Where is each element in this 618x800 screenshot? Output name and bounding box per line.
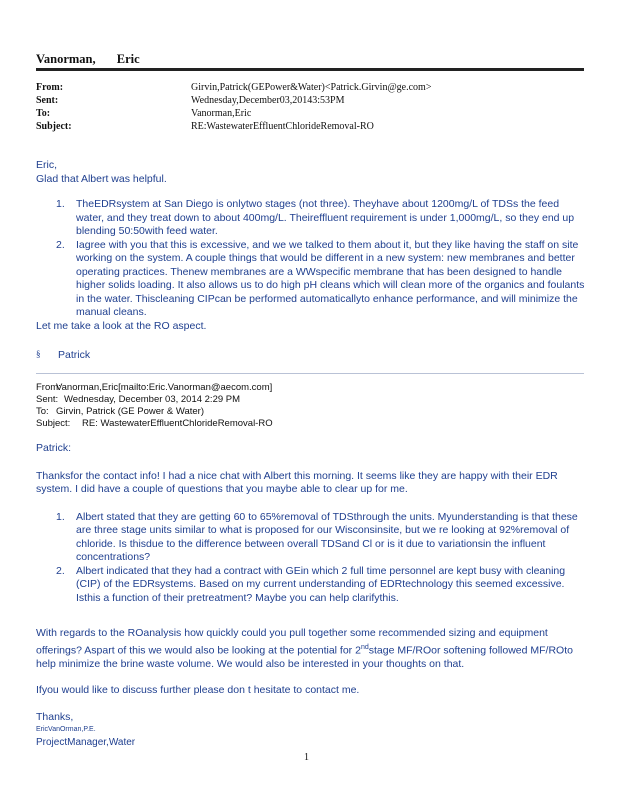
forward-subject-label: Subject: <box>36 418 71 429</box>
reply-list-number: 1. <box>56 198 65 210</box>
forward-paragraph-1: Thanksfor the contact info! I had a nice chat with Albert this morning. It seems like they are happy with their EDR system. I did have a couple of questions that you maybe able to clear up for me. <box>36 469 558 495</box>
forward-list-number: 2. <box>56 564 65 577</box>
forward-paragraph-3: Ifyou would like to discuss further please don t hesitate to contact me. <box>36 684 360 696</box>
sender-signature-name: EricVanOrman,P.E. <box>36 726 96 733</box>
email-subject-value: RE:WastewaterEffluentChlorideRemoval-RO <box>191 121 374 132</box>
email-to-label: To: <box>36 108 51 119</box>
reply-body <box>36 159 588 333</box>
forward-subject-value: RE: WastewaterEffluentChlorideRemoval-RO <box>82 418 273 429</box>
email-sent-value: Wednesday,December03,20143:53PM <box>191 95 345 106</box>
recipient-last-name: Vanorman, <box>36 52 96 66</box>
forward-paragraph-2-end: stage MF/ROor softening followed MF/ROto help minimize the brine waste volume. We would also be interested in your thoughts on that. <box>36 644 573 670</box>
forward-list-text: Albert stated that they are getting 60 to 65%removal of TDSthrough the units. Myunderstanding is that these are three stage units similar to what is proposed for our Wisconsinsite, but we re looking at 92%removal of chloride. Is thisdue to the difference between overall TDSand Cl or is it due to variationsin the influent concentrations? <box>76 510 578 563</box>
reply-list-text: TheEDRsystem at San Diego is onlytwo stages (not three). Theyhave about 1200mg/L of TDSs the feed water, and they treat down to about 400mg/L. Theireffluent requirement is under 1,000mg/L, so they end up blending 50:50with feed water. <box>76 198 575 237</box>
reply-list-item <box>36 239 588 320</box>
forward-paragraph-2-superscript: nd <box>360 643 369 651</box>
forward-paragraph-2 <box>36 627 588 671</box>
reply-signature: Patrick <box>58 349 91 361</box>
email-from-label: From: <box>36 82 64 93</box>
forward-list <box>36 511 588 606</box>
forward-to-value: Girvin, Patrick (GE Power & Water) <box>56 406 204 417</box>
page-number: 1 <box>304 752 309 763</box>
reply-list-item <box>36 198 588 239</box>
reply-list-number: 2. <box>56 238 65 251</box>
forward-list-number: 1. <box>56 510 65 523</box>
recipient-first-name: Eric <box>116 52 140 66</box>
forward-list-item <box>36 511 588 565</box>
reply-opening: Glad that Albert was helpful. <box>36 172 167 185</box>
reply-list-text: Iagree with you that this is excessive, and we we talked to them about it, but they like having the staff on site working on the system. A couple things that would be different in a new system: new membranes and better operating practices. Thenew membranes are a WWspecific membrane that has been designed to handle higher solids loading. It also allows us to do high pH cleans which will clean more of the organics and foulants in the water. Thiscleaning CIPcan be performed automaticallyto enhance performance, and will minimize the manual cleans. <box>76 238 585 318</box>
forward-list-item <box>36 565 588 606</box>
header-divider <box>36 68 584 71</box>
recipient-name <box>36 52 140 67</box>
forward-divider <box>36 373 584 374</box>
forward-list-text: Albert indicated that they had a contract with GEin which 2 full time personnel are kept busy with cleaning (CIP) of the EDRsystems. Based on my current understanding of EDRtechnology this seemed excessive. Isthis a function of their pretreatment? Maybe you can help clarifythis. <box>76 564 566 604</box>
forward-from-value: Vanorman,Eric[mailto:Eric.Vanorman@aecom.com] <box>56 382 273 393</box>
signature-mark: § <box>36 349 41 359</box>
sender-signature-title: ProjectManager,Water <box>36 737 136 748</box>
forward-sent-value: Wednesday, December 03, 2014 2:29 PM <box>64 394 241 405</box>
forward-from-label: From: <box>36 382 61 393</box>
forward-paragraph-2-start: With regards to the ROanalysis how quickly could you pull together some recommended sizing and equipment offerings? Aspart of this we would also be looking at the potential for 2 <box>36 627 548 656</box>
forward-thanks: Thanks, <box>36 710 74 723</box>
reply-greeting: Eric, <box>36 159 57 171</box>
email-to-value: Vanorman,Eric <box>191 108 252 119</box>
reply-closing: Let me take a look at the RO aspect. <box>36 319 207 332</box>
reply-list <box>36 198 588 320</box>
forward-sent-label: Sent: <box>36 394 59 405</box>
forward-to-label: To: <box>36 406 49 417</box>
forward-greeting: Patrick: <box>36 442 72 454</box>
forward-body <box>36 442 588 724</box>
email-sent-label: Sent: <box>36 95 59 106</box>
email-from-value: Girvin,Patrick(GEPower&Water)<Patrick.Girvin@ge.com> <box>191 82 432 93</box>
email-subject-label: Subject: <box>36 121 72 132</box>
